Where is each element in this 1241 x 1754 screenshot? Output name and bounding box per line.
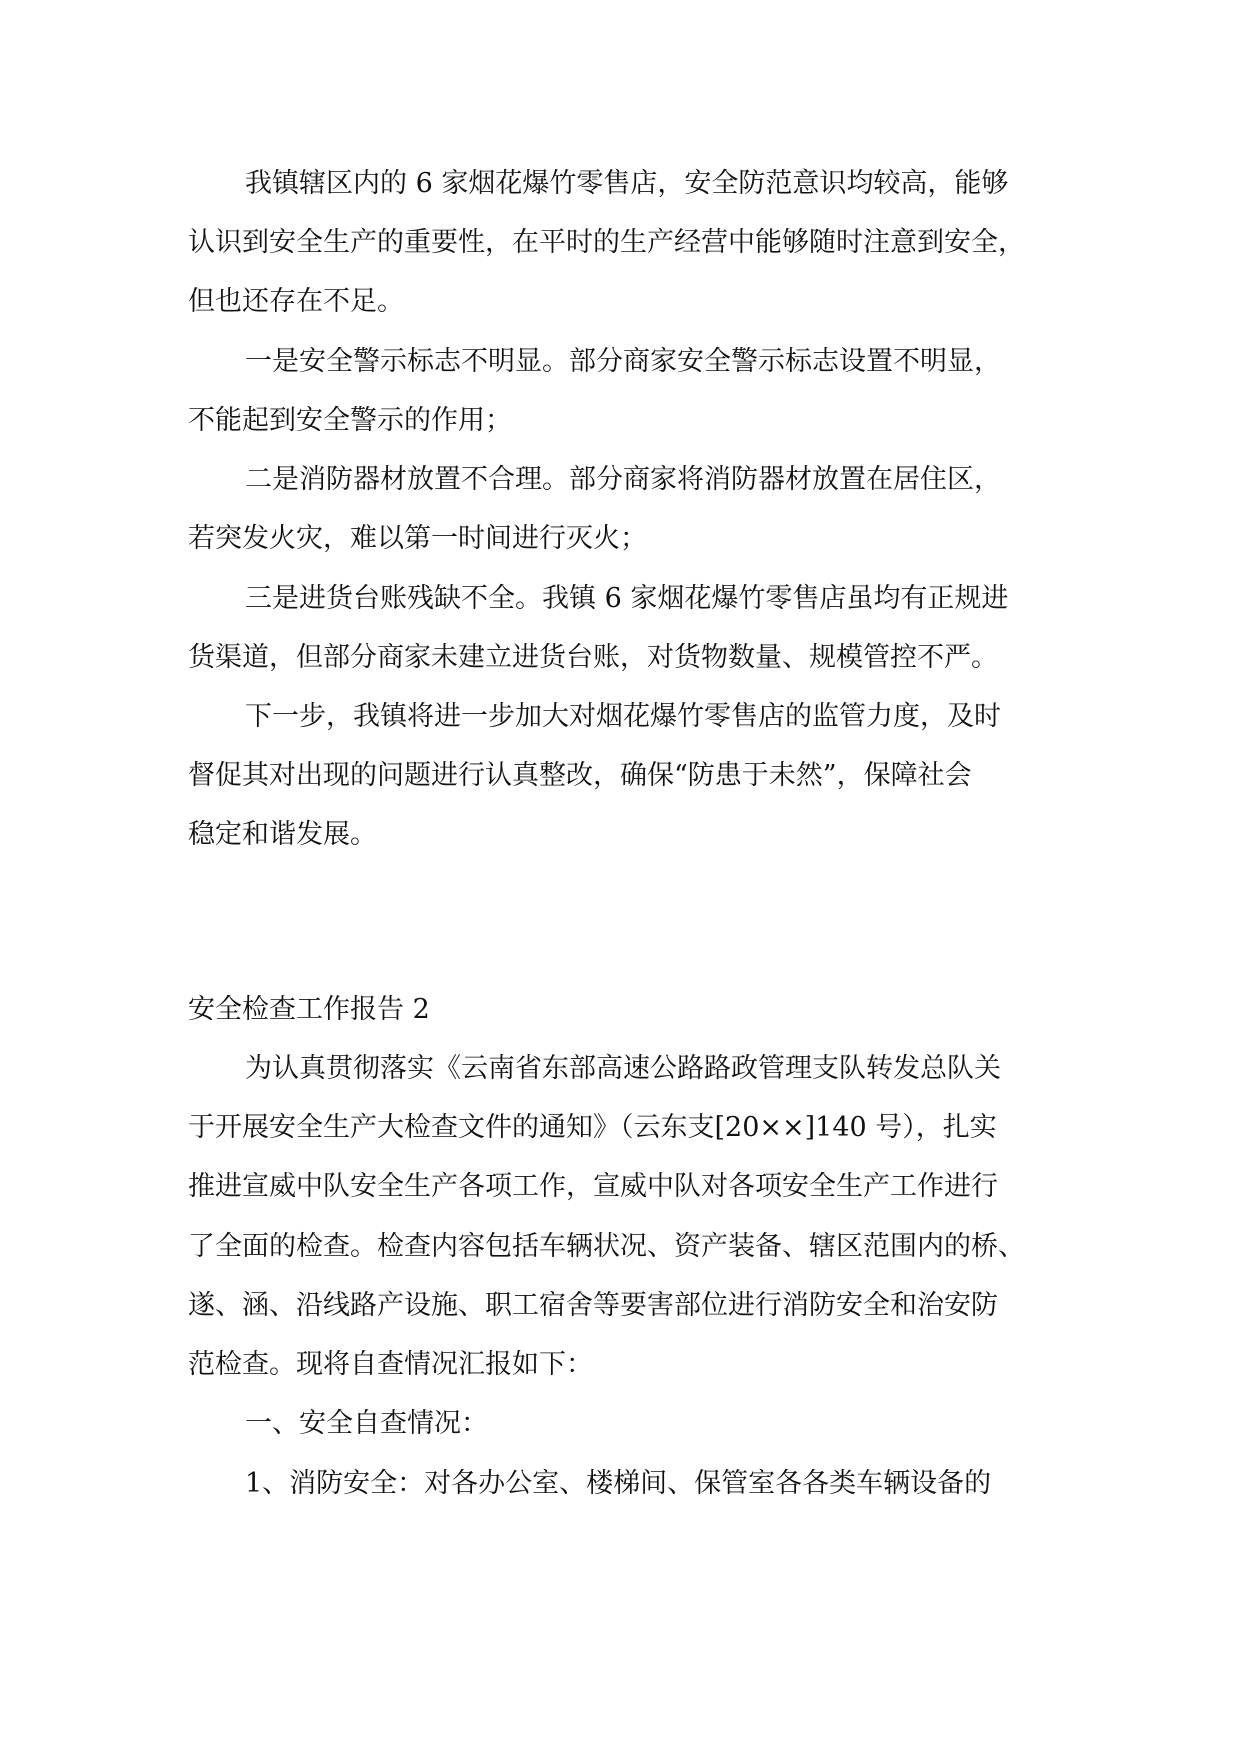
paragraph-line: 货渠道，但部分商家未建立进货台账，对货物数量、规模管控不严。 xyxy=(188,642,998,673)
paragraph-line: 一是安全警示标志不明显。部分商家安全警示标志设置不明显， xyxy=(245,346,1001,377)
paragraph-line: 不能起到安全警示的作用； xyxy=(188,405,512,436)
paragraph-line: 1、消防安全：对各办公室、楼梯间、保管室各各类车辆设备的 xyxy=(245,1468,992,1499)
paragraph-line: 二是消防器材放置不合理。部分商家将消防器材放置在居住区， xyxy=(245,464,1001,495)
paragraph-line: 认识到安全生产的重要性，在平时的生产经营中能够随时注意到安全， xyxy=(188,227,1025,258)
paragraph-line: 推进宣威中队安全生产各项工作，宣威中队对各项安全生产工作进行 xyxy=(188,1171,998,1202)
paragraph-line: 我镇辖区内的 6 家烟花爆竹零售店，安全防范意识均较高，能够 xyxy=(245,168,1009,199)
paragraph-line: 下一步，我镇将进一步加大对烟花爆竹零售店的监管力度，及时 xyxy=(245,701,1001,732)
paragraph-line: 但也还存在不足。 xyxy=(188,286,404,317)
section-heading: 安全检查工作报告 2 xyxy=(188,994,430,1025)
paragraph-line: 督促其对出现的问题进行认真整改，确保“防患于未然”，保障社会 xyxy=(188,760,972,791)
paragraph-line: 于开展安全生产大检查文件的通知》（云东支[20××]140 号），扎实 xyxy=(188,1112,997,1143)
paragraph-line: 三是进货台账残缺不全。我镇 6 家烟花爆竹零售店虽均有正规进 xyxy=(245,583,1009,614)
paragraph-line: 若突发火灾，难以第一时间进行灭火； xyxy=(188,523,647,554)
paragraph-line: 范检查。现将自查情况汇报如下： xyxy=(188,1349,593,1380)
paragraph-line: 了全面的检查。检查内容包括车辆状况、资产装备、辖区范围内的桥、 xyxy=(188,1231,1025,1262)
paragraph-line: 遂、涵、沿线路产设施、职工宿舍等要害部位进行消防安全和治安防 xyxy=(188,1290,998,1321)
paragraph-line: 为认真贯彻落实《云南省东部高速公路路政管理支队转发总队关 xyxy=(245,1053,1001,1084)
paragraph-line: 稳定和谐发展。 xyxy=(188,819,377,850)
paragraph-line: 一、安全自查情况： xyxy=(245,1408,488,1439)
